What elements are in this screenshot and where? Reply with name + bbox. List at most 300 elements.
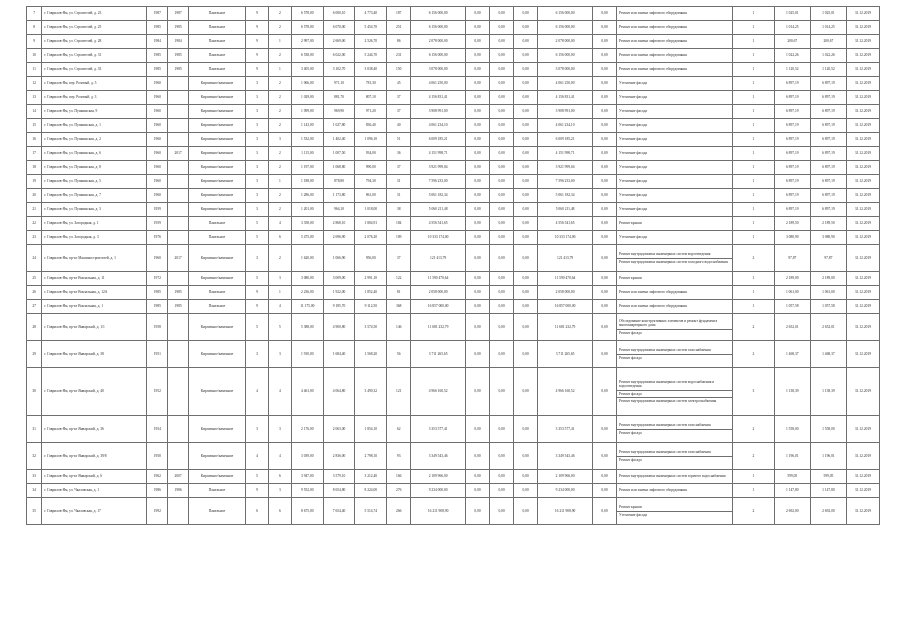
cost-total-cell: 2 058 000,00 <box>411 286 466 300</box>
work-item: Ремонт или замена лифтового оборудования <box>619 488 687 493</box>
entrances-cell: 1 <box>268 63 291 77</box>
cost-fund-cell: 0,00 <box>466 217 490 231</box>
deadline-cell: 31.12.2019 <box>846 63 879 77</box>
work-item: Утепление фасада <box>619 193 647 198</box>
cost-regional-cell: 0,00 <box>490 21 514 35</box>
total-area-cell: 1 201,00 <box>291 203 323 217</box>
residential-area-cell: 861,00 <box>355 189 387 203</box>
living-area-cell: 4 064,80 <box>323 368 355 416</box>
table-row <box>27 314 880 341</box>
residential-area-cell: 2 526,70 <box>355 35 387 49</box>
commission-year-cell <box>168 105 189 119</box>
living-area-cell: 1 402,40 <box>323 133 355 147</box>
address-cell: г. Гаврилов-Ям, ул. Пушкинская, д. 5 <box>42 175 147 189</box>
work-item: Ремонт или замена лифтового оборудования <box>619 290 687 295</box>
cost-regional-cell: 0,00 <box>490 105 514 119</box>
floors-cell: 3 <box>245 203 268 217</box>
entrances-cell: 1 <box>268 286 291 300</box>
unit-cost-cell: 97,87 <box>774 245 810 272</box>
max-unit-cost-cell: 1 468,37 <box>810 341 846 368</box>
cost-local-cell: 0,00 <box>514 368 538 416</box>
cost-fund-cell: 0,00 <box>466 147 490 161</box>
cost-total-cell: 121 413,79 <box>411 245 466 272</box>
row-number: 31 <box>27 416 42 443</box>
max-unit-cost-cell: 6 897,19 <box>810 203 846 217</box>
work-count-cell: 1 <box>733 203 775 217</box>
work-count-cell: 1 <box>733 133 775 147</box>
work-item: Утепление фасада <box>619 207 647 212</box>
wall-material-cell: Кирпичное/каменное <box>189 147 246 161</box>
unit-cost-cell: 6 897,19 <box>774 161 810 175</box>
floors-cell: 3 <box>245 189 268 203</box>
cost-regional-cell: 0,00 <box>490 189 514 203</box>
cost-owners-cell: 6 156 000,00 <box>538 49 593 63</box>
register-sheet <box>26 6 880 525</box>
floors-cell: 5 <box>245 272 268 286</box>
wall-material-cell: Кирпичное/каменное <box>189 175 246 189</box>
living-area-cell: 6 070,00 <box>323 21 355 35</box>
residential-area-cell: 1 804,91 <box>355 217 387 231</box>
row-number: 26 <box>27 286 42 300</box>
other-cost-cell: 0,00 <box>592 272 616 286</box>
wall-material-cell: Панельное <box>189 231 246 245</box>
residential-area-cell: 5 244,70 <box>355 49 387 63</box>
living-area-cell: 1 027,80 <box>323 119 355 133</box>
cost-regional-cell: 0,00 <box>490 341 514 368</box>
residential-area-cell: 2 798,10 <box>355 443 387 470</box>
residential-area-cell: 956,00 <box>355 245 387 272</box>
wall-material-cell: Панельное <box>189 217 246 231</box>
cost-owners-cell: 3 908 991,00 <box>538 105 593 119</box>
work-count-cell: 1 <box>733 147 775 161</box>
work-count-cell: 1 <box>733 470 775 484</box>
max-unit-cost-cell: 1 057,58 <box>810 300 846 314</box>
residents-cell: 150 <box>387 63 411 77</box>
work-item: Ремонт крыши <box>617 504 732 511</box>
cost-local-cell: 0,00 <box>514 147 538 161</box>
build-year-cell: 1985 <box>147 21 168 35</box>
entrances-cell: 6 <box>268 498 291 525</box>
row-number: 16 <box>27 133 42 147</box>
floors-cell: 3 <box>245 175 268 189</box>
commission-year-cell <box>168 77 189 91</box>
address-cell: г. Гаврилов-Ям, пр-кт Январский, д. 1/1 <box>42 314 147 341</box>
other-cost-cell: 0,00 <box>592 498 616 525</box>
cost-owners-cell: 3 349 543,46 <box>538 443 593 470</box>
deadline-cell: 31.12.2019 <box>846 77 879 91</box>
residential-area-cell: 794,30 <box>355 175 387 189</box>
cost-owners-cell: 16 211 908,90 <box>538 498 593 525</box>
residential-area-cell: 3 574,50 <box>355 314 387 341</box>
total-area-cell: 3 358,00 <box>291 217 323 231</box>
wall-material-cell: Кирпичное/каменное <box>189 203 246 217</box>
work-count-cell: 1 <box>733 105 775 119</box>
residential-area-cell: 9 112,50 <box>355 300 387 314</box>
table-row <box>27 368 880 416</box>
table-row <box>27 91 880 105</box>
cost-total-cell: 3 908 991,00 <box>411 105 466 119</box>
work-types-cell <box>617 91 733 105</box>
max-unit-cost-cell: 1 120,52 <box>810 63 846 77</box>
wall-material-cell: Кирпичное/каменное <box>189 189 246 203</box>
entrances-cell: 2 <box>268 21 291 35</box>
cost-local-cell: 0,00 <box>514 119 538 133</box>
cost-fund-cell: 0,00 <box>466 175 490 189</box>
cost-fund-cell: 0,00 <box>466 314 490 341</box>
residential-area-cell: 1 018,00 <box>355 203 387 217</box>
cost-owners-cell: 9 234 000,00 <box>538 484 593 498</box>
build-year-cell: 1959 <box>147 217 168 231</box>
cost-local-cell: 0,00 <box>514 189 538 203</box>
wall-material-cell: Панельное <box>189 21 246 35</box>
cost-owners-cell: 4 156 831,41 <box>538 91 593 105</box>
total-area-cell: 5 388,00 <box>291 314 323 341</box>
build-year-cell: 1960 <box>147 189 168 203</box>
work-types-cell <box>617 314 733 341</box>
wall-material-cell: Панельное <box>189 300 246 314</box>
other-cost-cell: 0,00 <box>592 105 616 119</box>
work-count-cell: 1 <box>733 231 775 245</box>
wall-material-cell: Кирпичное/каменное <box>189 77 246 91</box>
residents-cell: 231 <box>387 49 411 63</box>
work-item: Утепление фасада <box>619 512 647 517</box>
floors-cell: 5 <box>245 470 268 484</box>
residents-cell: 37 <box>387 91 411 105</box>
work-item: Ремонт или замена лифтового оборудования <box>619 304 687 309</box>
max-unit-cost-cell: 599,05 <box>810 470 846 484</box>
max-unit-cost-cell: 2 189,50 <box>810 217 846 231</box>
total-area-cell: 8 675,00 <box>291 498 323 525</box>
cost-total-cell: 6 156 000,00 <box>411 7 466 21</box>
build-year-cell: 1985 <box>147 49 168 63</box>
build-year-cell: 1960 <box>147 119 168 133</box>
max-unit-cost-cell: 2 652,01 <box>810 314 846 341</box>
other-cost-cell: 0,00 <box>592 470 616 484</box>
unit-cost-cell: 1 147,80 <box>774 484 810 498</box>
entrances-cell: 4 <box>268 443 291 470</box>
residential-area-cell: 1 568,20 <box>355 341 387 368</box>
entrances-cell: 2 <box>268 91 291 105</box>
living-area-cell: 3 579,10 <box>323 470 355 484</box>
cost-fund-cell: 0,00 <box>466 470 490 484</box>
total-area-cell: 9 552,00 <box>291 484 323 498</box>
total-area-cell: 1 286,00 <box>291 189 323 203</box>
deadline-cell: 31.12.2019 <box>846 470 879 484</box>
cost-fund-cell: 0,00 <box>466 286 490 300</box>
wall-material-cell: Кирпичное/каменное <box>189 105 246 119</box>
work-types-cell <box>617 203 733 217</box>
work-item: Ремонт внутридомовых инженерных систем газоснабжения <box>617 422 732 429</box>
build-year-cell: 1960 <box>147 105 168 119</box>
residents-cell: 187 <box>387 7 411 21</box>
commission-year-cell <box>168 341 189 368</box>
address-cell: г. Гаврилов-Ям, ул. Загородная, д. 1 <box>42 217 147 231</box>
commission-year-cell <box>168 203 189 217</box>
deadline-cell: 31.12.2019 <box>846 91 879 105</box>
cost-fund-cell: 0,00 <box>466 91 490 105</box>
unit-cost-cell: 6 897,19 <box>774 105 810 119</box>
address-cell: г. Гаврилов-Ям, пер. Розовый, д. 3 <box>42 91 147 105</box>
work-types-cell <box>617 105 733 119</box>
row-number: 34 <box>27 484 42 498</box>
cost-local-cell: 0,00 <box>514 91 538 105</box>
cost-owners-cell: 11 590 470,64 <box>538 272 593 286</box>
residents-cell: 109 <box>387 231 411 245</box>
cost-total-cell: 2 109 966,00 <box>411 470 466 484</box>
floors-cell: 5 <box>245 314 268 341</box>
deadline-cell: 31.12.2019 <box>846 217 879 231</box>
cost-local-cell: 0,00 <box>514 231 538 245</box>
cost-local-cell: 0,00 <box>514 35 538 49</box>
commission-year-cell: 1985 <box>168 21 189 35</box>
commission-year-cell <box>168 416 189 443</box>
build-year-cell: 1960 <box>147 77 168 91</box>
max-unit-cost-cell: 6 897,19 <box>810 105 846 119</box>
residents-cell: 81 <box>387 286 411 300</box>
row-number: 13 <box>27 91 42 105</box>
residential-area-cell: 1 096,10 <box>355 133 387 147</box>
residents-cell: 266 <box>387 498 411 525</box>
wall-material-cell: Кирпичное/каменное <box>189 119 246 133</box>
unit-cost-cell: 6 897,19 <box>774 119 810 133</box>
build-year-cell: 1976 <box>147 231 168 245</box>
address-cell: г. Гаврилов-Ям, пр-кт Январский, д. 6 <box>42 470 147 484</box>
unit-cost-cell: 1 120,52 <box>774 63 810 77</box>
other-cost-cell: 0,00 <box>592 314 616 341</box>
commission-year-cell <box>168 368 189 416</box>
build-year-cell: 1960 <box>147 91 168 105</box>
address-cell: г. Гаврилов-Ям, ул. Пушкинская, д. 6 <box>42 147 147 161</box>
work-count-cell: 1 <box>733 272 775 286</box>
work-count-cell: 2 <box>733 416 775 443</box>
max-unit-cost-cell: 6 897,19 <box>810 133 846 147</box>
cost-local-cell: 0,00 <box>514 161 538 175</box>
cost-fund-cell: 0,00 <box>466 161 490 175</box>
commission-year-cell <box>168 175 189 189</box>
residential-area-cell: 8 224,00 <box>355 484 387 498</box>
cost-total-cell: 4 061 234,10 <box>411 119 466 133</box>
cost-fund-cell: 0,00 <box>466 203 490 217</box>
total-area-cell: 4 461,00 <box>291 368 323 416</box>
other-cost-cell: 0,00 <box>592 77 616 91</box>
work-count-cell: 2 <box>733 443 775 470</box>
residential-area-cell: 807,10 <box>355 91 387 105</box>
wall-material-cell: Кирпичное/каменное <box>189 341 246 368</box>
cost-owners-cell: 4 061 234,10 <box>538 119 593 133</box>
floors-cell: 9 <box>245 21 268 35</box>
residential-area-cell: 836,40 <box>355 119 387 133</box>
row-number: 12 <box>27 77 42 91</box>
residents-cell: 166 <box>387 470 411 484</box>
work-item: Утепление фасада <box>619 95 647 100</box>
entrances-cell: 2 <box>268 49 291 63</box>
other-cost-cell: 0,00 <box>592 368 616 416</box>
work-types-cell <box>617 231 733 245</box>
work-item: Ремонт фасада <box>619 457 642 462</box>
row-number: 30 <box>27 368 42 416</box>
max-unit-cost-cell: 1 061,00 <box>810 286 846 300</box>
living-area-cell: 969,90 <box>323 105 355 119</box>
residents-cell: 93 <box>387 443 411 470</box>
work-types-cell <box>617 484 733 498</box>
total-area-cell: 1 620,00 <box>291 245 323 272</box>
living-area-cell: 6 022,00 <box>323 49 355 63</box>
total-area-cell: 3 039,00 <box>291 443 323 470</box>
total-area-cell: 2 997,00 <box>291 35 323 49</box>
work-count-cell: 1 <box>733 484 775 498</box>
total-area-cell: 2 176,00 <box>291 416 323 443</box>
table-row <box>27 175 880 189</box>
total-area-cell: 5 475,00 <box>291 231 323 245</box>
residents-cell: 31 <box>387 189 411 203</box>
cost-regional-cell: 0,00 <box>490 416 514 443</box>
total-area-cell: 1 910,00 <box>291 341 323 368</box>
cost-regional-cell: 0,00 <box>490 49 514 63</box>
cost-fund-cell: 0,00 <box>466 272 490 286</box>
cost-local-cell: 0,00 <box>514 63 538 77</box>
work-types-cell <box>617 368 733 416</box>
max-unit-cost-cell: 1 558,00 <box>810 416 846 443</box>
build-year-cell: 1960 <box>147 175 168 189</box>
cost-owners-cell: 4 556 541,65 <box>538 217 593 231</box>
residents-cell: 40 <box>387 119 411 133</box>
work-item: Ремонт или замена лифтового оборудования <box>619 39 687 44</box>
address-cell: г. Гаврилов-Ям, пр-кт Вокзальная, д. 1 <box>42 300 147 314</box>
max-unit-cost-cell: 6 897,19 <box>810 119 846 133</box>
cost-owners-cell: 3 353 577,41 <box>538 416 593 443</box>
cost-regional-cell: 0,00 <box>490 443 514 470</box>
row-number: 24 <box>27 245 42 272</box>
work-item: Ремонт внутридомовых инженерных систем газоснабжения <box>617 449 732 456</box>
address-cell: г. Гаврилов-Ям, пр-кт Январский, д. 38 <box>42 341 147 368</box>
commission-year-cell <box>168 217 189 231</box>
floors-cell: 3 <box>245 77 268 91</box>
address-cell: г. Гаврилов-Ям, ул. Пушкинская, д. 7 <box>42 189 147 203</box>
cost-owners-cell: 121 413,79 <box>538 245 593 272</box>
work-count-cell: 1 <box>733 35 775 49</box>
build-year-cell: 1972 <box>147 272 168 286</box>
cost-owners-cell: 5 061 182,34 <box>538 189 593 203</box>
residents-cell: 45 <box>387 77 411 91</box>
row-number: 28 <box>27 314 42 341</box>
work-types-cell <box>617 443 733 470</box>
entrances-cell: 6 <box>268 470 291 484</box>
work-count-cell: 1 <box>733 286 775 300</box>
cost-total-cell: 6 009 185,21 <box>411 133 466 147</box>
table-row <box>27 416 880 443</box>
wall-material-cell: Кирпичное/каменное <box>189 272 246 286</box>
residential-area-cell: 2 076,20 <box>355 231 387 245</box>
deadline-cell: 31.12.2019 <box>846 175 879 189</box>
cost-owners-cell: 6 156 000,00 <box>538 7 593 21</box>
cost-fund-cell: 0,00 <box>466 49 490 63</box>
deadline-cell: 31.12.2019 <box>846 416 879 443</box>
residents-cell: 122 <box>387 272 411 286</box>
cost-regional-cell: 0,00 <box>490 286 514 300</box>
row-number: 27 <box>27 300 42 314</box>
deadline-cell: 31.12.2019 <box>846 314 879 341</box>
cost-local-cell: 0,00 <box>514 300 538 314</box>
residential-area-cell: 971,20 <box>355 105 387 119</box>
cost-regional-cell: 0,00 <box>490 91 514 105</box>
wall-material-cell: Панельное <box>189 484 246 498</box>
living-area-cell: 1 922,00 <box>323 286 355 300</box>
cost-fund-cell: 0,00 <box>466 189 490 203</box>
work-types-cell <box>617 498 733 525</box>
residential-area-cell: 3 490,32 <box>355 368 387 416</box>
residential-area-cell: 2 991,10 <box>355 272 387 286</box>
cost-fund-cell: 0,00 <box>466 368 490 416</box>
max-unit-cost-cell: 97,87 <box>810 245 846 272</box>
table-body <box>27 7 880 525</box>
unit-cost-cell: 6 897,19 <box>774 91 810 105</box>
unit-cost-cell: 1 014,25 <box>774 21 810 35</box>
max-unit-cost-cell: 3 080,90 <box>810 231 846 245</box>
cost-total-cell: 4 151 998,71 <box>411 147 466 161</box>
cost-fund-cell: 0,00 <box>466 77 490 91</box>
unit-cost-cell: 6 897,19 <box>774 133 810 147</box>
entrances-cell: 2 <box>268 161 291 175</box>
other-cost-cell: 0,00 <box>592 231 616 245</box>
total-area-cell: 6 578,00 <box>291 21 323 35</box>
residents-cell: 368 <box>387 300 411 314</box>
work-item: Ремонт фасада <box>619 330 642 335</box>
build-year-cell: 1950 <box>147 443 168 470</box>
address-cell: г. Гаврилов-Ям, ул. Чкаловская, д. 1 <box>42 484 147 498</box>
work-item: Ремонт или замена лифтового оборудования <box>619 11 687 16</box>
build-year-cell: 1959 <box>147 203 168 217</box>
unit-cost-cell: 6 897,19 <box>774 189 810 203</box>
work-types-cell <box>617 272 733 286</box>
work-count-cell: 2 <box>733 245 775 272</box>
cost-local-cell: 0,00 <box>514 272 538 286</box>
address-cell: г. Гаврилов-Ям, ул. Пушкинская, д. 1 <box>42 119 147 133</box>
floors-cell: 5 <box>245 231 268 245</box>
address-cell: г. Гаврилов-Ям, ул. Чкаловская, д. 17 <box>42 498 147 525</box>
living-area-cell: 1 007,50 <box>323 147 355 161</box>
table-row <box>27 498 880 525</box>
address-cell: г. Гаврилов-Ям, пр-кт Январский, д. 39/8 <box>42 443 147 470</box>
cost-owners-cell: 2 109 966,00 <box>538 470 593 484</box>
floors-cell: 3 <box>245 147 268 161</box>
entrances-cell: 3 <box>268 416 291 443</box>
cost-regional-cell: 0,00 <box>490 175 514 189</box>
living-area-cell: 881,70 <box>323 91 355 105</box>
work-types-cell <box>617 133 733 147</box>
deadline-cell: 31.12.2019 <box>846 7 879 21</box>
max-unit-cost-cell: 1 022,26 <box>810 49 846 63</box>
cost-regional-cell: 0,00 <box>490 300 514 314</box>
cost-regional-cell: 0,00 <box>490 245 514 272</box>
cost-regional-cell: 0,00 <box>490 63 514 77</box>
residents-cell: 251 <box>387 21 411 35</box>
residents-cell: 56 <box>387 341 411 368</box>
row-number: 29 <box>27 341 42 368</box>
address-cell: г. Гаврилов-Ям, ул. Пушкинская, д. 8 <box>42 161 147 175</box>
total-area-cell: 1 115,00 <box>291 147 323 161</box>
cost-local-cell: 0,00 <box>514 498 538 525</box>
table-row <box>27 133 880 147</box>
row-number: 9 <box>27 35 42 49</box>
max-unit-cost-cell: 6 897,19 <box>810 147 846 161</box>
commission-year-cell: 1987 <box>168 7 189 21</box>
unit-cost-cell: 6 897,19 <box>774 147 810 161</box>
cost-fund-cell: 0,00 <box>466 231 490 245</box>
floors-cell: 5 <box>245 217 268 231</box>
cost-total-cell: 16 857 000,00 <box>411 300 466 314</box>
work-types-cell <box>617 119 733 133</box>
wall-material-cell: Кирпичное/каменное <box>189 91 246 105</box>
